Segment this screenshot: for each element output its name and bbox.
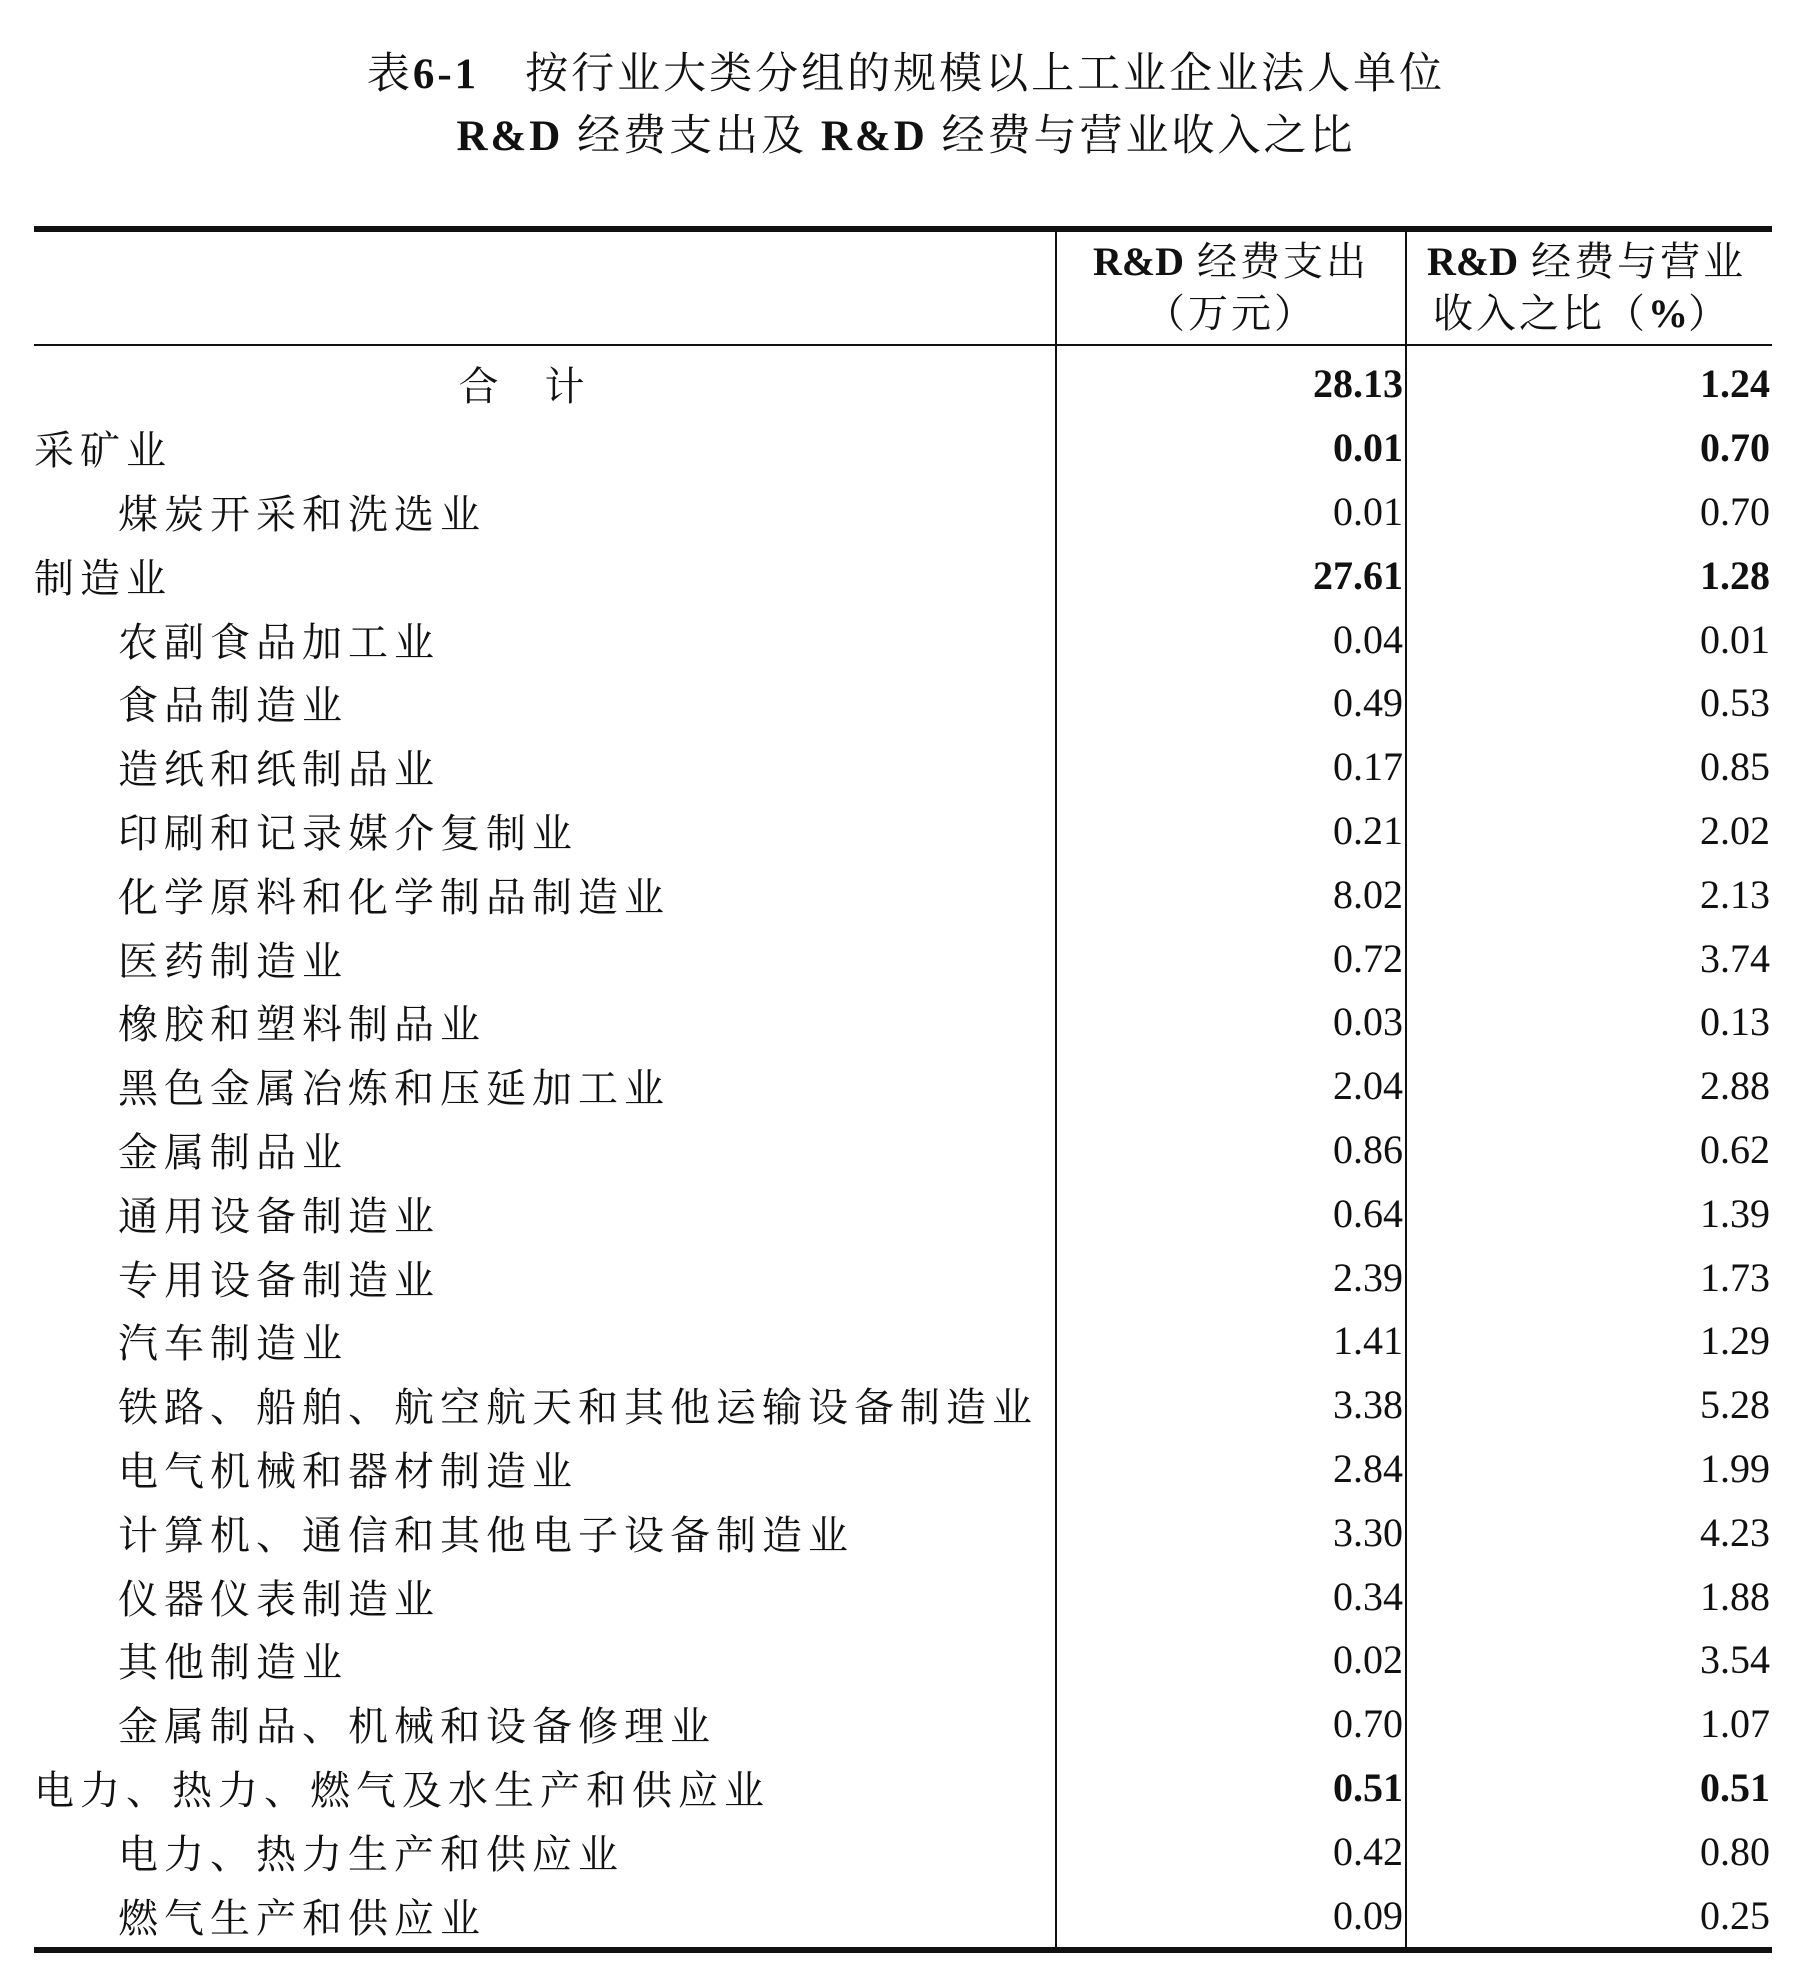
- header-ratio-label-2: 收入之比（: [1433, 291, 1648, 336]
- rd-expenditure-value: 0.03: [1056, 990, 1406, 1054]
- table-row: [34, 1819, 1772, 1883]
- rd-ratio-value: 1.29: [1406, 1309, 1772, 1373]
- rd-expenditure-value: 0.09: [1056, 1883, 1406, 1950]
- rd-ratio-value: 2.13: [1406, 862, 1772, 926]
- table-row: [34, 862, 1772, 926]
- rd-expenditure-value: 27.61: [1056, 543, 1406, 607]
- rd-ratio-value: 4.23: [1406, 1500, 1772, 1564]
- rd-expenditure-value: 2.04: [1056, 1054, 1406, 1118]
- title-rd-1: R&D: [456, 113, 564, 160]
- rd-expenditure-value: 0.21: [1056, 799, 1406, 863]
- table-row: [34, 480, 1772, 544]
- industry-name: 橡胶和塑料制品业: [118, 1002, 486, 1048]
- rd-ratio-value: 3.74: [1406, 926, 1772, 990]
- rd-expenditure-value: 28.13: [1056, 345, 1406, 416]
- industry-name: 黑色金属冶炼和压延加工业: [118, 1066, 670, 1112]
- table-row: [34, 1245, 1772, 1309]
- table-row: [34, 990, 1772, 1054]
- table-row: [34, 1500, 1772, 1564]
- industry-name: 农副食品加工业: [118, 619, 440, 665]
- rd-ratio-value: 1.99: [1406, 1437, 1772, 1501]
- table-row: [34, 1373, 1772, 1437]
- title-text-2a: 经费支出及: [577, 113, 808, 160]
- industry-name: 金属制品业: [118, 1129, 348, 1175]
- table-row: [34, 1883, 1772, 1950]
- table-row: [34, 543, 1772, 607]
- header-ratio-label: 经费与营业: [1531, 239, 1747, 284]
- table-row: [34, 735, 1772, 799]
- rd-ratio-value: 0.53: [1406, 671, 1772, 735]
- rd-ratio-value: 1.28: [1406, 543, 1772, 607]
- rd-expenditure-value: 2.84: [1056, 1437, 1406, 1501]
- table-row: [34, 607, 1772, 671]
- rd-expenditure-value: 0.86: [1056, 1118, 1406, 1182]
- industry-name: 汽车制造业: [118, 1321, 348, 1367]
- rd-ratio-value: 0.70: [1406, 416, 1772, 480]
- header-row: [34, 229, 1772, 345]
- table-row: [34, 926, 1772, 990]
- table-row: [34, 1756, 1772, 1820]
- rd-ratio-value: 0.01: [1406, 607, 1772, 671]
- table-row: [34, 799, 1772, 863]
- table-row: [34, 345, 1772, 416]
- header-ratio-unit: %: [1648, 291, 1688, 336]
- title-line-1: [0, 44, 1812, 106]
- industry-name: 化学原料和化学制品制造业: [118, 874, 670, 920]
- rd-expenditure-value: 0.17: [1056, 735, 1406, 799]
- header-ratio: [1406, 229, 1772, 345]
- industry-name: 电力、热力、燃气及水生产和供应业: [34, 1767, 770, 1813]
- industry-name: 制造业: [34, 555, 172, 601]
- industry-name: 燃气生产和供应业: [118, 1895, 486, 1941]
- title-line-2: [0, 106, 1812, 168]
- header-rd-label: R&D: [1092, 239, 1185, 284]
- rd-expenditure-value: 0.01: [1056, 480, 1406, 544]
- table-row: [34, 1054, 1772, 1118]
- table-row: [34, 1437, 1772, 1501]
- rd-ratio-value: 1.39: [1406, 1181, 1772, 1245]
- industry-name: 计算机、通信和其他电子设备制造业: [118, 1512, 854, 1558]
- table-title: [0, 44, 1812, 168]
- industry-name: 通用设备制造业: [118, 1193, 440, 1239]
- rd-expenditure-value: 2.39: [1056, 1245, 1406, 1309]
- table-row: [34, 671, 1772, 735]
- rd-ratio-value: 3.54: [1406, 1628, 1772, 1692]
- title-text-1: 按行业大类分组的规模以上工业企业法人单位: [525, 51, 1446, 98]
- rd-ratio-value: 0.62: [1406, 1118, 1772, 1182]
- industry-name: 采矿业: [34, 428, 172, 474]
- rd-ratio-value: 1.07: [1406, 1692, 1772, 1756]
- industry-name: 其他制造业: [118, 1640, 348, 1686]
- table-row: [34, 1628, 1772, 1692]
- table-row: [34, 416, 1772, 480]
- rd-expenditure-value: 3.38: [1056, 1373, 1406, 1437]
- industry-name: 铁路、船舶、航空航天和其他运输设备制造业: [118, 1385, 1038, 1431]
- rd-ratio-value: 5.28: [1406, 1373, 1772, 1437]
- table-row: [34, 1181, 1772, 1245]
- rd-ratio-value: 2.02: [1406, 799, 1772, 863]
- rd-expenditure-value: 0.34: [1056, 1564, 1406, 1628]
- rd-ratio-value: 0.25: [1406, 1883, 1772, 1950]
- industry-name: 印刷和记录媒介复制业: [118, 810, 578, 856]
- data-table: [34, 226, 1772, 1953]
- rd-expenditure-value: 8.02: [1056, 862, 1406, 926]
- rd-expenditure-value: 0.70: [1056, 1692, 1406, 1756]
- rd-expenditure-value: 0.49: [1056, 671, 1406, 735]
- rd-ratio-value: 0.85: [1406, 735, 1772, 799]
- title-text-2b: 经费与营业收入之比: [941, 113, 1356, 160]
- industry-name: 仪器仪表制造业: [118, 1576, 440, 1622]
- header-expenditure: [1056, 229, 1406, 345]
- rd-expenditure-value: 3.30: [1056, 1500, 1406, 1564]
- rd-expenditure-value: 0.04: [1056, 607, 1406, 671]
- table-body: [34, 345, 1772, 1950]
- rd-ratio-value: 0.70: [1406, 480, 1772, 544]
- rd-expenditure-value: 0.42: [1056, 1819, 1406, 1883]
- industry-name: 专用设备制造业: [118, 1257, 440, 1303]
- industry-name: 电力、热力生产和供应业: [118, 1831, 624, 1877]
- rd-expenditure-value: 0.01: [1056, 416, 1406, 480]
- rd-ratio-value: 1.24: [1406, 345, 1772, 416]
- rd-expenditure-value: 0.64: [1056, 1181, 1406, 1245]
- industry-name: 造纸和纸制品业: [118, 747, 440, 793]
- industry-name: 食品制造业: [118, 683, 348, 729]
- title-rd-2: R&D: [820, 113, 928, 160]
- header-ratio-paren: ）: [1688, 291, 1731, 336]
- rd-ratio-value: 0.13: [1406, 990, 1772, 1054]
- header-expenditure-label: 经费支出: [1197, 239, 1370, 284]
- table-row: [34, 1564, 1772, 1628]
- title-prefix: 表: [366, 51, 413, 98]
- table-row: [34, 1692, 1772, 1756]
- rd-expenditure-value: 0.72: [1056, 926, 1406, 990]
- rd-ratio-value: 0.51: [1406, 1756, 1772, 1820]
- rd-expenditure-value: 0.51: [1056, 1756, 1406, 1820]
- header-industry: [34, 229, 1056, 345]
- industry-name: 煤炭开采和洗选业: [118, 491, 486, 537]
- header-expenditure-unit: （万元）: [1145, 291, 1317, 336]
- header-rd-label: R&D: [1427, 239, 1519, 284]
- industry-name: 电气机械和器材制造业: [118, 1448, 578, 1494]
- table-row: [34, 1118, 1772, 1182]
- table-row: [34, 1309, 1772, 1373]
- industry-name: 医药制造业: [118, 938, 348, 984]
- table-number: 6-1: [412, 51, 480, 98]
- rd-ratio-value: 2.88: [1406, 1054, 1772, 1118]
- rd-expenditure-value: 1.41: [1056, 1309, 1406, 1373]
- rd-ratio-value: 1.73: [1406, 1245, 1772, 1309]
- industry-name: 合计: [458, 364, 631, 410]
- rd-ratio-value: 1.88: [1406, 1564, 1772, 1628]
- rd-expenditure-value: 0.02: [1056, 1628, 1406, 1692]
- industry-name: 金属制品、机械和设备修理业: [118, 1704, 716, 1750]
- rd-ratio-value: 0.80: [1406, 1819, 1772, 1883]
